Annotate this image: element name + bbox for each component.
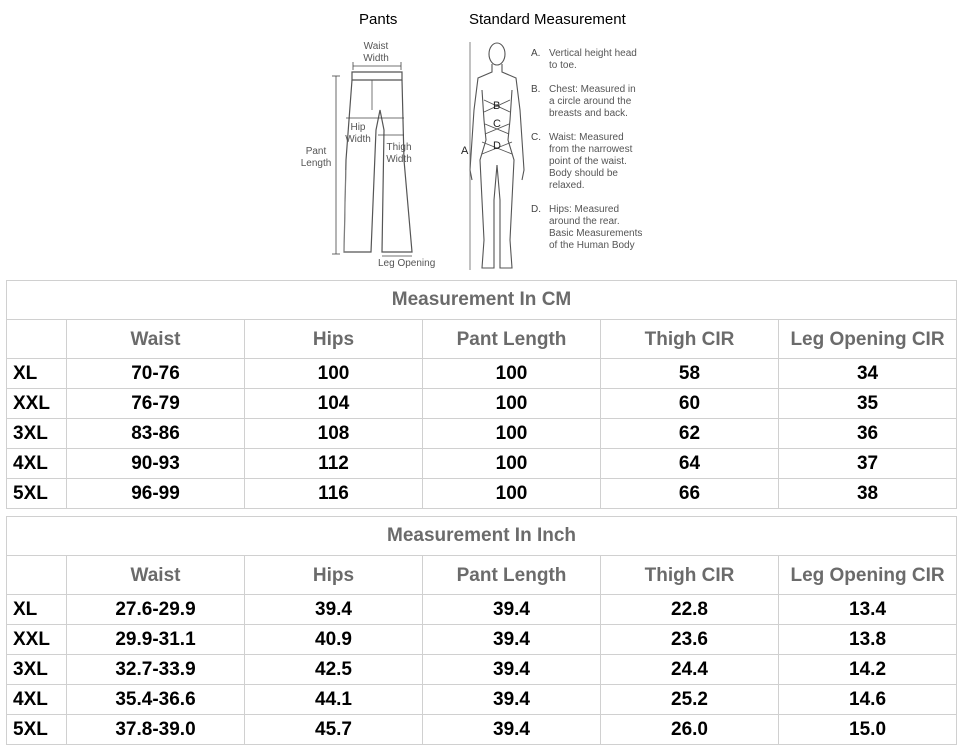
- table-title: Measurement In CM: [7, 281, 957, 320]
- table-cell: 100: [423, 389, 601, 419]
- table-row: [7, 625, 957, 655]
- table-cell: 39.4: [423, 595, 601, 625]
- header-cell: Waist: [67, 320, 245, 359]
- table-cell: 39.4: [423, 625, 601, 655]
- table-cell: 25.2: [601, 685, 779, 715]
- body-letter-b: B: [493, 100, 501, 112]
- size-cell: 3XL: [7, 419, 67, 449]
- header-cell: Leg Opening CIR: [779, 556, 957, 595]
- header-cell: Thigh CIR: [601, 320, 779, 359]
- body-letter-a: A: [461, 145, 469, 157]
- table-cell: 66: [601, 479, 779, 509]
- table-cell: 60: [601, 389, 779, 419]
- size-cell: 4XL: [7, 685, 67, 715]
- size-cell: XL: [7, 595, 67, 625]
- table-cell: 39.4: [423, 685, 601, 715]
- table-cell: 70-76: [67, 359, 245, 389]
- table-cell: 24.4: [601, 655, 779, 685]
- body-letter-d: D: [493, 140, 501, 152]
- header-cell: Waist: [67, 556, 245, 595]
- thigh-width-label: Thigh Width: [386, 142, 412, 165]
- table-row: [7, 685, 957, 715]
- table-cell: 83-86: [67, 419, 245, 449]
- header-cell: Thigh CIR: [601, 556, 779, 595]
- leg-opening-label: Leg Opening: [378, 258, 436, 269]
- note-c: C. Waist: Measured from the narrowest point of the waist. Body should be relaxed.: [531, 132, 633, 191]
- size-cell: XXL: [7, 389, 67, 419]
- table-cell: 100: [423, 359, 601, 389]
- table-cell: 96-99: [67, 479, 245, 509]
- size-cell: XL: [7, 359, 67, 389]
- table-cell: 104: [245, 389, 423, 419]
- table-cell: 27.6-29.9: [67, 595, 245, 625]
- table-cell: 36: [779, 419, 957, 449]
- table-cell: 100: [245, 359, 423, 389]
- table-cell: 76-79: [67, 389, 245, 419]
- table-row: [7, 449, 957, 479]
- table-row: [7, 359, 957, 389]
- table-cell: 38: [779, 479, 957, 509]
- table-cell: 100: [423, 479, 601, 509]
- table-cell: 14.2: [779, 655, 957, 685]
- table-cell: 39.4: [245, 595, 423, 625]
- table-cell: 64: [601, 449, 779, 479]
- table-cell: 44.1: [245, 685, 423, 715]
- header-cell: [7, 556, 67, 595]
- header-cell: Hips: [245, 320, 423, 359]
- size-cell: 3XL: [7, 655, 67, 685]
- cm-size-table: [6, 280, 957, 509]
- table-cell: 58: [601, 359, 779, 389]
- table-cell: 23.6: [601, 625, 779, 655]
- table-row: [7, 655, 957, 685]
- table-cell: 34: [779, 359, 957, 389]
- measurement-illustration: [0, 0, 962, 278]
- standard-measurement-title: Standard Measurement: [469, 11, 626, 28]
- table-cell: 100: [423, 449, 601, 479]
- table-cell: 39.4: [423, 655, 601, 685]
- header-cell: Hips: [245, 556, 423, 595]
- table-cell: 116: [245, 479, 423, 509]
- table-cell: 37.8-39.0: [67, 715, 245, 745]
- table-row: [7, 715, 957, 745]
- size-cell: 5XL: [7, 479, 67, 509]
- table-cell: 22.8: [601, 595, 779, 625]
- table-header-row: [7, 556, 957, 595]
- table-cell: 62: [601, 419, 779, 449]
- table-cell: 15.0: [779, 715, 957, 745]
- pants-title: Pants: [359, 11, 398, 28]
- header-cell: [7, 320, 67, 359]
- table-row: [7, 419, 957, 449]
- table-cell: 40.9: [245, 625, 423, 655]
- note-b: B. Chest: Measured in a circle around the breasts and back.: [531, 84, 636, 119]
- illustration-drawing: [0, 0, 962, 278]
- table-cell: 35: [779, 389, 957, 419]
- size-cell: XXL: [7, 625, 67, 655]
- inch-size-table: [6, 516, 957, 745]
- table-cell: 14.6: [779, 685, 957, 715]
- table-cell: 13.4: [779, 595, 957, 625]
- header-cell: Pant Length: [423, 556, 601, 595]
- table-cell: 108: [245, 419, 423, 449]
- table-cell: 45.7: [245, 715, 423, 745]
- table-row: [7, 595, 957, 625]
- table-cell: 13.8: [779, 625, 957, 655]
- body-figure: [470, 43, 524, 268]
- size-cell: 4XL: [7, 449, 67, 479]
- header-cell: Leg Opening CIR: [779, 320, 957, 359]
- table-cell: 39.4: [423, 715, 601, 745]
- pant-length-label: Pant Length: [300, 146, 332, 169]
- waist-width-label: Waist Width: [363, 41, 389, 64]
- table-cell: 35.4-36.6: [67, 685, 245, 715]
- table-row: [7, 479, 957, 509]
- table-cell: 100: [423, 419, 601, 449]
- size-cell: 5XL: [7, 715, 67, 745]
- body-letter-c: C: [493, 118, 501, 130]
- table-cell: 37: [779, 449, 957, 479]
- table-cell: 90-93: [67, 449, 245, 479]
- table-cell: 112: [245, 449, 423, 479]
- header-cell: Pant Length: [423, 320, 601, 359]
- table-row: [7, 389, 957, 419]
- table-cell: 29.9-31.1: [67, 625, 245, 655]
- table-header-row: [7, 320, 957, 359]
- table-cell: 32.7-33.9: [67, 655, 245, 685]
- table-title: Measurement In Inch: [7, 517, 957, 556]
- note-d: D. Hips: Measured around the rear. Basic Measurements of the Human Body: [531, 204, 643, 251]
- note-a: A. Vertical height head to toe.: [531, 48, 637, 71]
- table-cell: 42.5: [245, 655, 423, 685]
- hip-width-label: Hip Width: [345, 122, 371, 145]
- table-cell: 26.0: [601, 715, 779, 745]
